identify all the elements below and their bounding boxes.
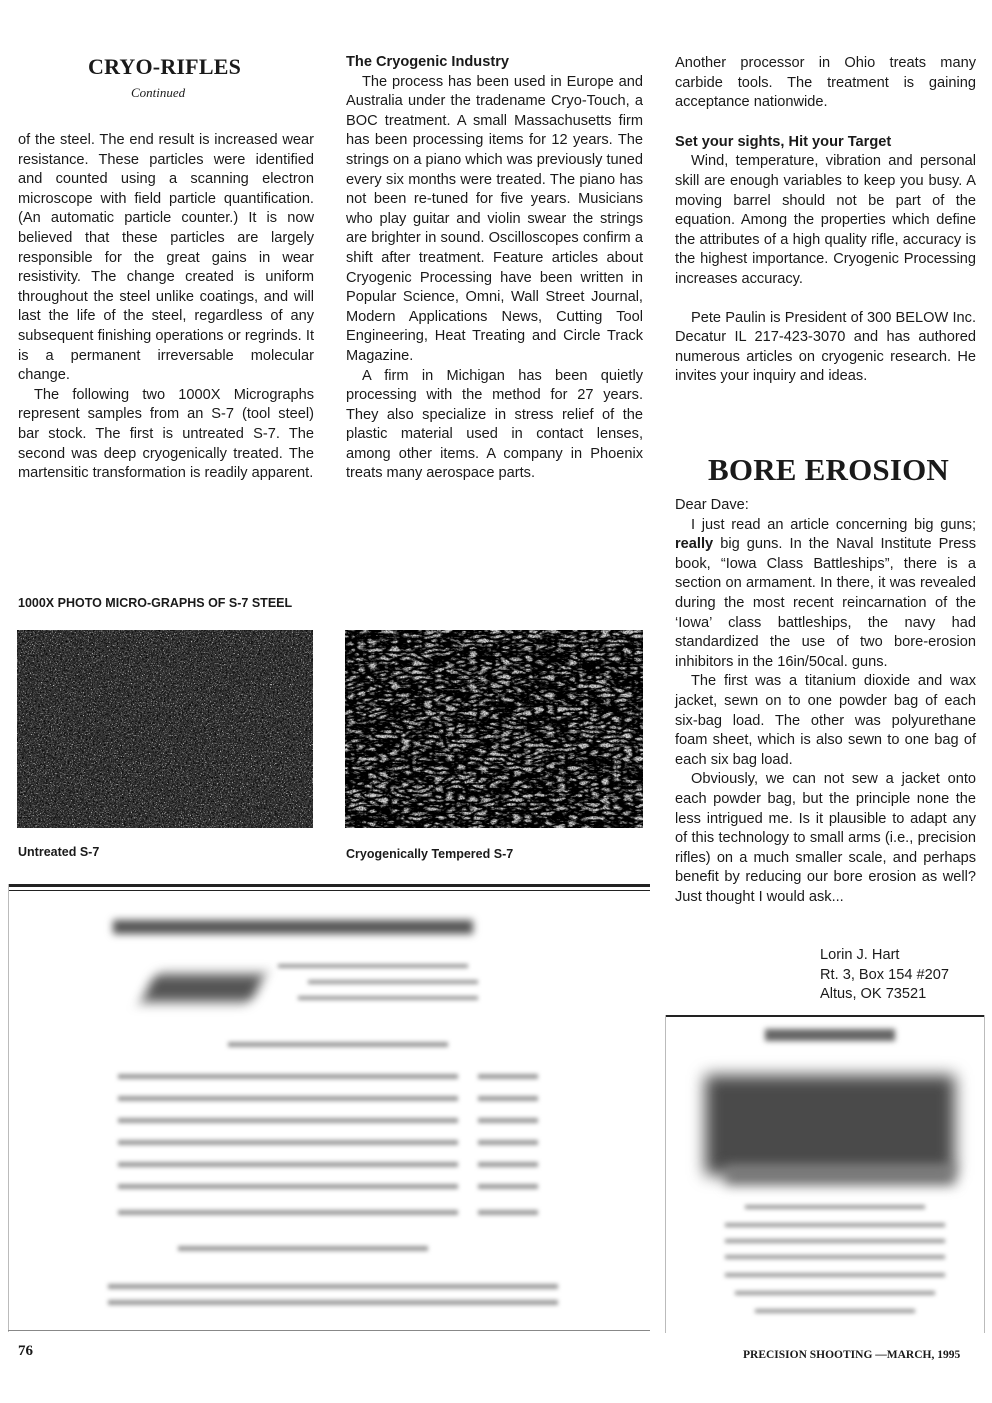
signature-address-line-2: Altus, OK 73521 bbox=[820, 986, 927, 1003]
bore-erosion-letter bbox=[675, 496, 976, 907]
cryogenic-micrograph bbox=[345, 630, 643, 828]
ad-top-rule-2 bbox=[8, 890, 650, 891]
ad-blur-line bbox=[118, 1074, 458, 1079]
ad-blur-line bbox=[478, 1184, 538, 1189]
bore-erosion-title: BORE EROSION bbox=[708, 452, 949, 487]
cryogenic-micrograph-image bbox=[345, 630, 643, 828]
letter-signature bbox=[820, 946, 949, 1005]
ad-blur-line bbox=[478, 1118, 538, 1123]
right-paragraph-1: Another processor in Ohio treats many carbide tools. The treatment is gaining acceptance nationwide. bbox=[675, 55, 976, 111]
photo-ad-left-border bbox=[665, 1015, 666, 1333]
blurred-photo-advertisement bbox=[665, 1015, 985, 1333]
untreated-micrograph-image bbox=[17, 630, 313, 828]
ad-left-border bbox=[8, 884, 9, 1332]
photo-ad-blur-line bbox=[725, 1255, 945, 1259]
photo-ad-right-border bbox=[984, 1015, 985, 1333]
letter-paragraph-3: Obviously, we can not sew a jacket onto each powder bag, but the principle none the less intrigued me. Is it plausible to adapt any of this technology to small arms (i.e., precision rifles) on a much smaller scale, and perhaps benefit by reducing our bore erosion as well? Just thought I would ask... bbox=[675, 771, 976, 905]
ad-top-rule bbox=[8, 884, 650, 887]
photo-ad-title-blur bbox=[765, 1029, 895, 1041]
photo-ad-blur-line bbox=[725, 1223, 945, 1227]
ad-blur-line bbox=[108, 1300, 558, 1305]
ad-blur-line bbox=[298, 996, 478, 1000]
ad-headline-blur bbox=[113, 920, 473, 934]
photo-ad-top-rule bbox=[665, 1015, 985, 1017]
page-number: 76 bbox=[18, 1343, 33, 1359]
photo-ad-blur-line bbox=[725, 1273, 945, 1277]
article-title: CRYO-RIFLES bbox=[88, 54, 241, 79]
letter-paragraph-2: The first was a titanium dioxide and wax jacket, sewn on to one powder bag of each six-bag load. The other was polyurethane foam sheet, which is also sewn to one bag of each six bag load. bbox=[675, 673, 976, 768]
ad-blur-line bbox=[478, 1074, 538, 1079]
photo-ad-blur-line bbox=[725, 1239, 945, 1243]
left-paragraph-2: The following two 1000X Micrographs represent samples from an S-7 (tool steel) bar stock. The first is untreated S-7. The second was deep cryogenically treated. The martensitic transformation is readily apparent. bbox=[18, 386, 314, 482]
left-paragraph-1: of the steel. The end result is increased wear resistance. These particles were identified and counted using a scanning electron microscope with field particle quantification. (An automatic particle counter.) It is now believed that these particles are largely responsible for the great gains in wear resistivity. The change created is uniform throughout the steel unlike coatings, and will last the life of the steel, regardless of any subsequent finishing operations or regrinds. It is a permanent irreversable molecular change. bbox=[18, 132, 314, 384]
middle-paragraph-1: The process has been used in Europe and Australia under the tradename Cryo-Touch, a BOC treatment. A small Massachusetts firm has been processing items for 12 years. The strings on a piano which was previously tuned every six months were treated. The piano has not been re-tuned for five years. Musicians who play guitar and violin swear the strings are brighter in sound. Oscilloscopes confirm a shift after treatment. Feature articles about Cryogenic Processing have been written in Popular Science, Omni, Wall Street Journal, Modern Applications News, Cutting Tool Engineering, Heat Treating and Circle Track Magazine. bbox=[346, 73, 643, 364]
ad-blur-line bbox=[118, 1210, 458, 1215]
ad-bottom-rule bbox=[8, 1330, 650, 1331]
ad-blur-line bbox=[478, 1096, 538, 1101]
untreated-caption: Untreated S-7 bbox=[18, 845, 100, 859]
ad-blur-line bbox=[118, 1184, 458, 1189]
ad-blur-line bbox=[478, 1210, 538, 1215]
ad-blur-line bbox=[308, 980, 478, 984]
photo-ad-blur-line bbox=[755, 1309, 915, 1313]
photo-ad-image-band bbox=[725, 1165, 955, 1185]
left-column bbox=[18, 131, 314, 484]
ad-blur-line bbox=[118, 1118, 458, 1123]
right-paragraph-2: Wind, temperature, vibration and personal skill are enough variables to keep you busy. A moving barrel should not be part of the equation. Among the properties which define the attributes of a high quality rifle, accuracy is the highest importance. Cryogenic Processing increases accuracy. bbox=[675, 153, 976, 287]
ad-logo-blur bbox=[141, 974, 264, 1002]
cryogenic-industry-heading: The Cryogenic Industry bbox=[346, 54, 509, 70]
signature-address-line-1: Rt. 3, Box 154 #207 bbox=[820, 966, 949, 983]
letter-paragraph-1: I just read an article concerning big guns; really big guns. In the Naval Institute Press book, “Iowa Class Battleships”, there is a section on armament. In there, it was revealed during the most recent reincarnation of the ‘Iowa’ class battleships, the navy had standardized the use of two bore-erosion inhibitors in the 16in/50cal. guns. bbox=[675, 516, 976, 670]
ad-blur-line bbox=[478, 1140, 538, 1145]
photo-ad-blur-line bbox=[745, 1205, 925, 1209]
set-sights-heading: Set your sights, Hit your Target bbox=[675, 133, 892, 150]
ad-blur-line bbox=[478, 1162, 538, 1167]
ad-blur-line bbox=[228, 1042, 448, 1047]
untreated-micrograph bbox=[17, 630, 313, 828]
photo-ad-blur-line bbox=[735, 1291, 935, 1295]
ad-blur-line bbox=[178, 1246, 428, 1251]
ad-blur-line bbox=[118, 1140, 458, 1145]
signature-name: Lorin J. Hart bbox=[820, 947, 900, 963]
cryogenic-caption: Cryogenically Tempered S-7 bbox=[346, 847, 514, 861]
ad-blur-line bbox=[108, 1284, 558, 1289]
ad-blur-line bbox=[118, 1162, 458, 1167]
middle-column bbox=[346, 53, 643, 484]
middle-paragraph-2: A firm in Michigan has been quietly processing with the method for 27 years. They also specialize in stress relief of the plastic material used in contact lenses, among other items. A company in Phoenix treats many aerospace parts. bbox=[346, 367, 643, 482]
blurred-advertisement bbox=[8, 884, 650, 1332]
ad-blur-line bbox=[118, 1096, 458, 1101]
author-bio: Pete Paulin is President of 300 BELOW Inc. Decatur IL 217-423-3070 and has authored numerous articles on cryogenic research. He invites your inquiry and ideas. bbox=[675, 309, 976, 385]
letter-salutation: Dear Dave: bbox=[675, 497, 749, 513]
ad-blur-line bbox=[278, 964, 468, 968]
right-column bbox=[675, 54, 976, 387]
micrograph-heading: 1000X PHOTO MICRO-GRAPHS OF S-7 STEEL bbox=[18, 596, 293, 610]
continued-label: Continued bbox=[131, 85, 186, 100]
publication-footer: PRECISION SHOOTING —MARCH, 1995 bbox=[743, 1349, 961, 1361]
photo-ad-image-blur bbox=[705, 1075, 955, 1175]
